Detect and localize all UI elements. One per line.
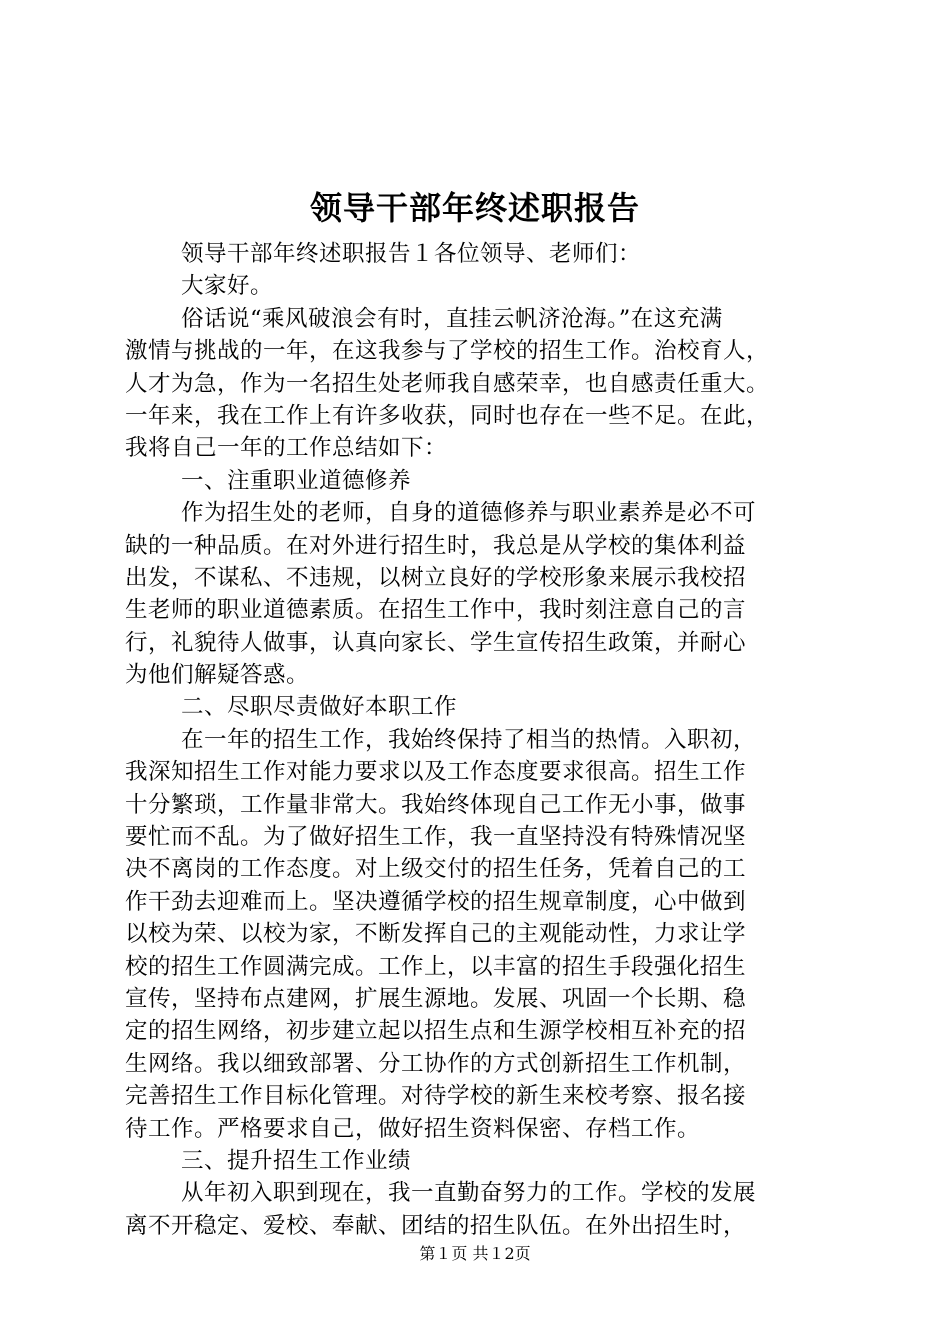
body-line: 在一年的招生工作，我始终保持了相当的热情。入职初， — [181, 726, 757, 753]
body-line: 离不开稳定、爱校、奉献、团结的招生队伍。在外出招生时， — [125, 1212, 747, 1239]
body-line: 以校为荣、以校为家，不断发挥自己的主观能动性，力求让学 — [125, 921, 747, 948]
body-line: 出发，不谋私、不违规，以树立良好的学校形象来展示我校招 — [125, 564, 747, 591]
body-line: 缺的一种品质。在对外进行招生时，我总是从学校的集体利益 — [125, 532, 747, 559]
body-line: 三、提升招生工作业绩 — [181, 1147, 412, 1174]
body-line: 领导干部年终述职报告１各位领导、老师们： — [181, 241, 642, 267]
body-line: 生老师的职业道德素质。在招生工作中，我时刻注意自己的言 — [125, 597, 747, 624]
body-line: 校的招生工作圆满完成。工作上，以丰富的招生手段强化招生 — [125, 953, 747, 980]
body-line: 十分繁琐，工作量非常大。我始终体现自己工作无小事，做事 — [125, 791, 747, 818]
body-line: 行，礼貌待人做事，认真向家长、学生宣传招生政策，并耐心 — [125, 629, 747, 656]
body-line: 要忙而不乱。为了做好招生工作，我一直坚持没有特殊情况坚 — [125, 824, 747, 851]
body-line: 生网络。我以细致部署、分工协作的方式创新招生工作机制， — [125, 1050, 747, 1077]
body-line: 一年来，我在工作上有许多收获，同时也存在一些不足。在此， — [125, 402, 770, 429]
body-line: 一、注重职业道德修养 — [181, 467, 412, 494]
body-line: 完善招生工作目标化管理。对待学校的新生来校考察、报名接 — [125, 1083, 747, 1110]
document-body — [125, 238, 835, 1242]
body-line: 定的招生网络，初步建立起以招生点和生源学校相互补充的招 — [125, 1018, 747, 1045]
body-line: 作为招生处的老师，自身的道德修养与职业素养是必不可 — [181, 500, 757, 527]
body-line: 我将自己一年的工作总结如下： — [125, 435, 448, 462]
body-line: 作干劲去迎难而上。坚决遵循学校的招生规章制度，心中做到 — [125, 888, 747, 915]
body-line: 为他们解疑答惑。 — [125, 662, 310, 689]
body-line: 决不离岗的工作态度。对上级交付的招生任务，凭着自己的工 — [125, 856, 747, 883]
body-line: 激情与挑战的一年，在这我参与了学校的招生工作。治校育人， — [125, 338, 770, 365]
body-line: 待工作。严格要求自己，做好招生资料保密、存档工作。 — [125, 1115, 701, 1142]
document-title: 领导干部年终述职报告 — [309, 189, 640, 227]
body-line: 俗话说“乘风破浪会有时，直挂云帆济沧海。”在这充满 — [181, 305, 723, 332]
page-footer: 第１页 共１2页 — [419, 1244, 531, 1263]
body-line: 从年初入职到现在，我一直勤奋努力的工作。学校的发展 — [181, 1180, 757, 1207]
body-line: 人才为急，作为一名招生处老师我自感荣幸，也自感责任重大。 — [125, 370, 770, 397]
body-line: 宣传，坚持布点建网，扩展生源地。发展、巩固一个长期、稳 — [125, 985, 747, 1012]
body-line: 二、尽职尽责做好本职工作 — [181, 694, 458, 721]
body-line: 大家好。 — [181, 273, 274, 300]
body-line: 我深知招生工作对能力要求以及工作态度要求很高。招生工作 — [125, 759, 747, 786]
